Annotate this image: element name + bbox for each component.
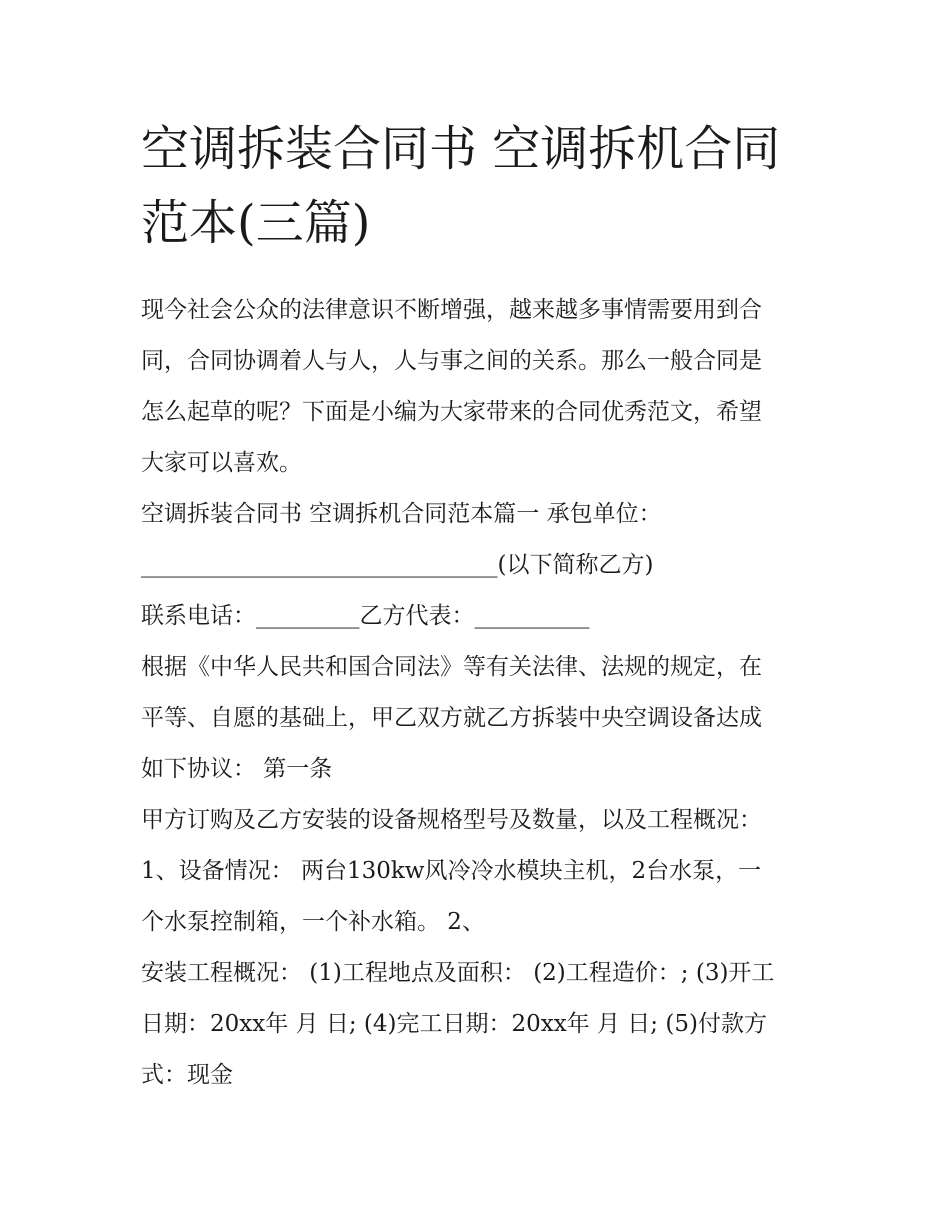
document-body: [141, 285, 813, 1101]
basis-paragraph: [141, 642, 813, 795]
basis-line: 根据《中华人民共和国合同法》等有关法律、法规的规定，在: [141, 654, 762, 680]
contact-text: 联系电话：_________乙方代表：__________: [141, 603, 590, 629]
scope-line: 甲方订购及乙方安装的设备规格型号及数量，以及工程概况：: [141, 807, 762, 833]
equipment-line: 1、设备情况： 两台130kw风冷冷水模块主机，2台水泵，一: [141, 858, 762, 884]
contract-heading: [141, 489, 813, 540]
intro-line: 怎么起草的呢？下面是小编为大家带来的合同优秀范文，希望: [141, 399, 762, 425]
intro-line: 同，合同协调着人与人，人与事之间的关系。那么一般合同是: [141, 348, 762, 374]
contractor-party-line: [141, 540, 813, 591]
basis-line: 平等、自愿的基础上，甲乙双方就乙方拆装中央空调设备达成: [141, 705, 762, 731]
title-line-1: 空调拆装合同书 空调拆机合同: [141, 121, 781, 177]
project-line: 安装工程概况： (1)工程地点及面积： (2)工程造价：; (3)开工: [141, 960, 775, 986]
project-line: 式：现金: [141, 1062, 233, 1088]
equipment-line: 个水泵控制箱，一个补水箱。 2、: [141, 909, 485, 935]
intro-line: 大家可以喜欢。: [141, 450, 302, 476]
intro-paragraph: [141, 285, 813, 489]
equipment-paragraph: [141, 846, 813, 948]
document-title: [141, 112, 821, 260]
basis-line: 如下协议： 第一条: [141, 756, 333, 782]
party-line: _______________________________(以下简称乙方): [141, 552, 654, 578]
title-line-2: 范本(三篇): [141, 195, 371, 251]
intro-line: 现今社会公众的法律意识不断增强，越来越多事情需要用到合: [141, 297, 762, 323]
contact-line: [141, 591, 813, 642]
scope-paragraph: [141, 795, 813, 846]
heading-line: 空调拆装合同书 空调拆机合同范本篇一 承包单位：: [141, 501, 662, 527]
project-line: 日期：20xx年 月 日; (4)完工日期：20xx年 月 日; (5)付款方: [141, 1011, 767, 1037]
project-paragraph: [141, 948, 813, 1101]
